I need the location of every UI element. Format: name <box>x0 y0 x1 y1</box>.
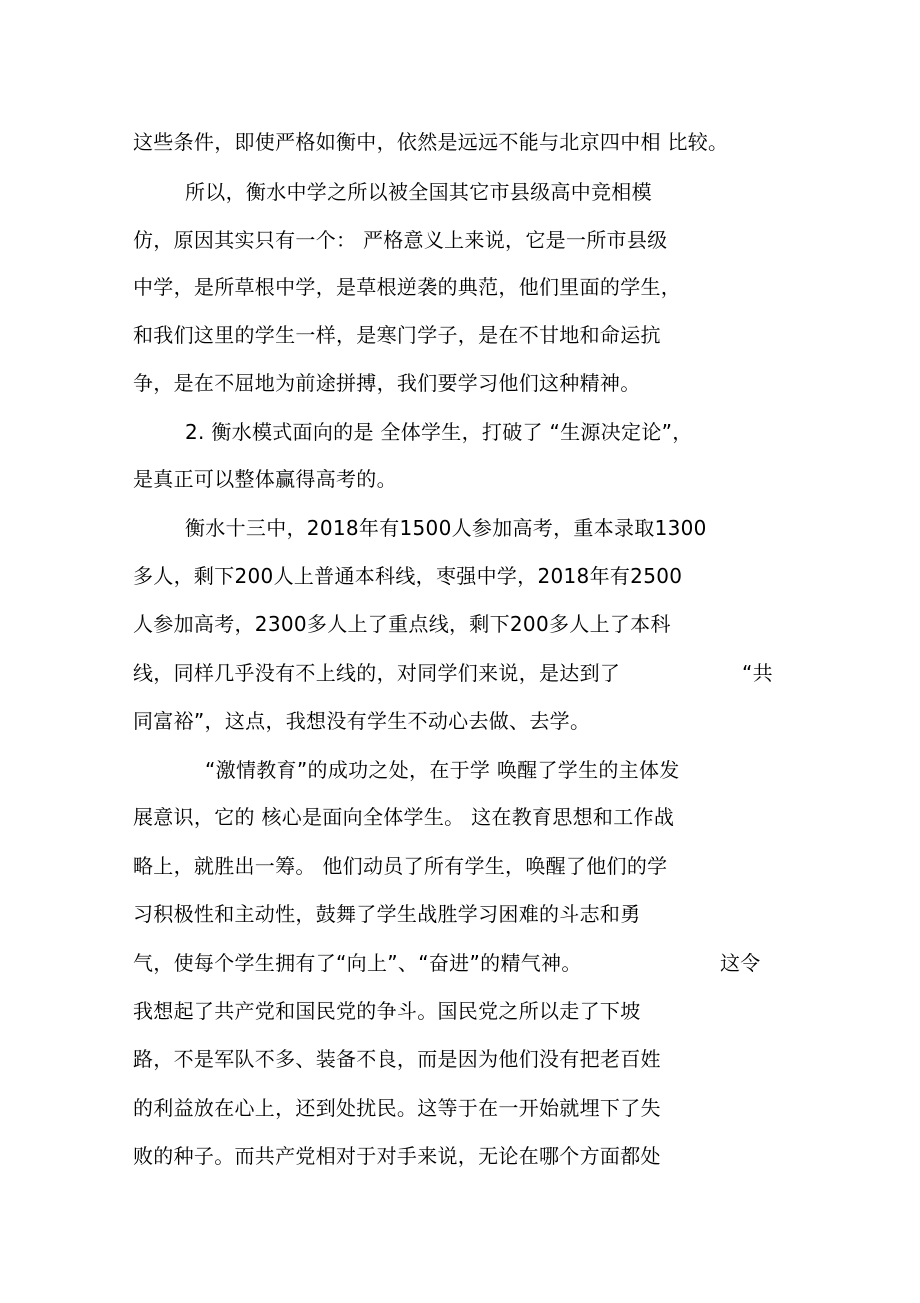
text-line-1: 这些条件，即使严格如衡中，依然是远远不能与北京四中相 比较。 <box>133 130 729 154</box>
text-line-14: “激情教育”的成功之处，在于学 唤醒了学生的主体发 <box>205 758 680 782</box>
text-line-8: 是真正可以整体赢得高考的。 <box>133 467 397 491</box>
text-line-13: 同富裕”，这点，我想没有学生不动心去做、去学。 <box>133 709 591 733</box>
text-line-3: 仿，原因其实只有一个： 严格意义上来说，它是一所市县级 <box>133 228 668 252</box>
text-line-18-tail: 这令 <box>720 951 761 975</box>
text-line-15: 展意识，它的 核心是面向全体学生。 这在教育思想和工作战 <box>133 805 675 829</box>
text-line-12: 线，同样几乎没有不上线的，对同学们来说，是达到了 <box>133 661 621 685</box>
text-line-18: 气，使每个学生拥有了“向上”、“奋进”的精气神。 <box>133 951 582 975</box>
text-line-5: 和我们这里的学生一样，是寒门学子，是在不甘地和命运抗 <box>133 323 661 347</box>
text-line-4: 中学，是所草根中学，是草根逆袭的典范，他们里面的学生， <box>133 275 682 299</box>
text-line-6: 争，是在不屈地为前途拼搏，我们要学习他们这种精神。 <box>133 371 641 395</box>
text-line-20: 路，不是军队不多、装备不良，而是因为他们没有把老百姓 <box>133 1047 661 1071</box>
text-line-12-tail: “共 <box>742 661 773 685</box>
text-line-22: 败的种子。而共产党相对于对手来说，无论在哪个方面都处 <box>133 1144 661 1168</box>
text-line-7: 2. 衡水模式面向的是 全体学生，打破了 “生源决定论”， <box>185 420 693 444</box>
text-line-21: 的利益放在心上，还到处扰民。这等于在一开始就埋下了失 <box>133 1096 661 1120</box>
text-line-16: 略上，就胜出一筹。 他们动员了所有学生，唤醒了他们的学 <box>133 854 668 878</box>
text-line-10: 多人，剩下200人上普通本科线，枣强中学，2018年有2500 <box>133 564 683 588</box>
text-line-9: 衡水十三中，2018年有1500人参加高考，重本录取1300 <box>185 516 707 540</box>
text-line-2: 所以，衡水中学之所以被全国其它市县级高中竞相模 <box>185 180 652 204</box>
text-line-11: 人参加高考，2300多人上了重点线，剩下200多人上了本科 <box>133 612 671 636</box>
text-line-19: 我想起了共产党和国民党的争斗。国民党之所以走了下坡 <box>133 999 641 1023</box>
text-line-17: 习积极性和主动性，鼓舞了学生战胜学习困难的斗志和勇 <box>133 902 641 926</box>
